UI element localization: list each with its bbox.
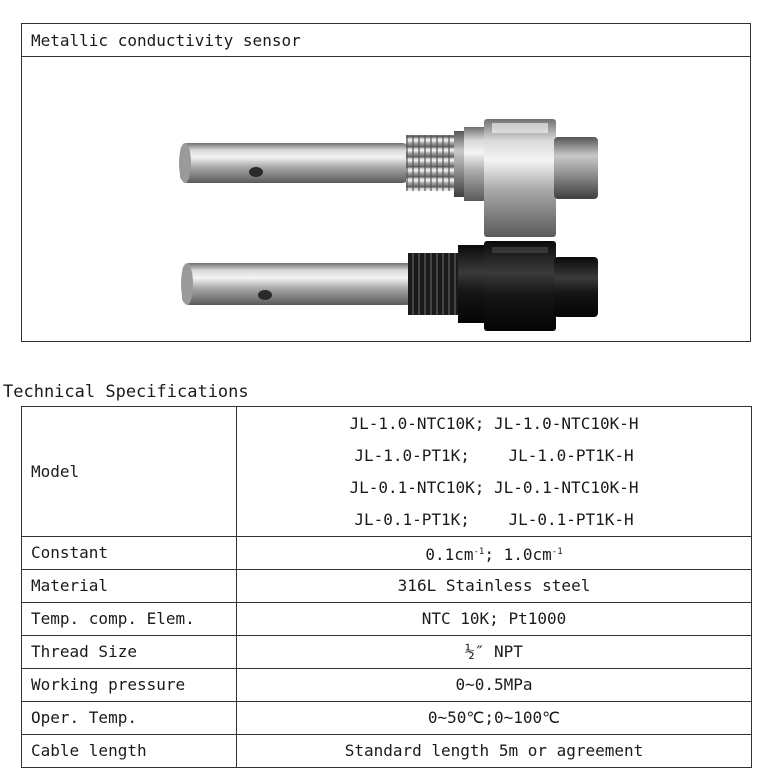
spec-value: Standard length 5m or agreement — [237, 735, 752, 768]
spec-row-material — [22, 570, 752, 603]
product-title: Metallic conductivity sensor — [22, 24, 750, 57]
model-list — [237, 407, 752, 537]
spec-row-thread-size — [22, 636, 752, 669]
spec-value: ½″ NPT — [237, 636, 752, 669]
constant-b: 1.0cm — [503, 544, 552, 564]
spec-row-temp-comp — [22, 603, 752, 636]
spec-label: Working pressure — [22, 669, 237, 702]
constant-sep: ; — [484, 544, 504, 564]
spec-row-model — [22, 407, 752, 537]
sensor-photo — [22, 57, 750, 341]
spec-row-constant — [22, 537, 752, 570]
spec-label: Cable length — [22, 735, 237, 768]
spec-value: 0~0.5MPa — [237, 669, 752, 702]
model-line: JL-0.1-NTC10K; JL-0.1-NTC10K-H — [349, 477, 639, 497]
spec-row-cable-length — [22, 735, 752, 768]
spec-value: 316L Stainless steel — [237, 570, 752, 603]
spec-value — [237, 537, 752, 570]
constant-a: 0.1cm — [425, 544, 474, 564]
model-line: JL-0.1-PT1K; JL-0.1-PT1K-H — [354, 509, 634, 529]
spec-label: Material — [22, 570, 237, 603]
spec-label: Constant — [22, 537, 237, 570]
spec-label: Thread Size — [22, 636, 237, 669]
spec-heading: Technical Specifications — [3, 382, 249, 402]
model-line: JL-1.0-PT1K; JL-1.0-PT1K-H — [354, 445, 634, 465]
spec-row-working-pressure — [22, 669, 752, 702]
constant-b-exp: -1 — [551, 546, 563, 557]
spec-row-oper-temp — [22, 702, 752, 735]
spec-table — [21, 406, 752, 768]
spec-value: NTC 10K; Pt1000 — [237, 603, 752, 636]
spec-label: Model — [22, 407, 237, 537]
spec-value: 0~50℃;0~100℃ — [237, 702, 752, 735]
model-line: JL-1.0-NTC10K; JL-1.0-NTC10K-H — [349, 413, 639, 433]
spec-label: Temp. comp. Elem. — [22, 603, 237, 636]
spec-label: Oper. Temp. — [22, 702, 237, 735]
product-box — [21, 23, 751, 342]
constant-a-exp: -1 — [473, 546, 485, 557]
